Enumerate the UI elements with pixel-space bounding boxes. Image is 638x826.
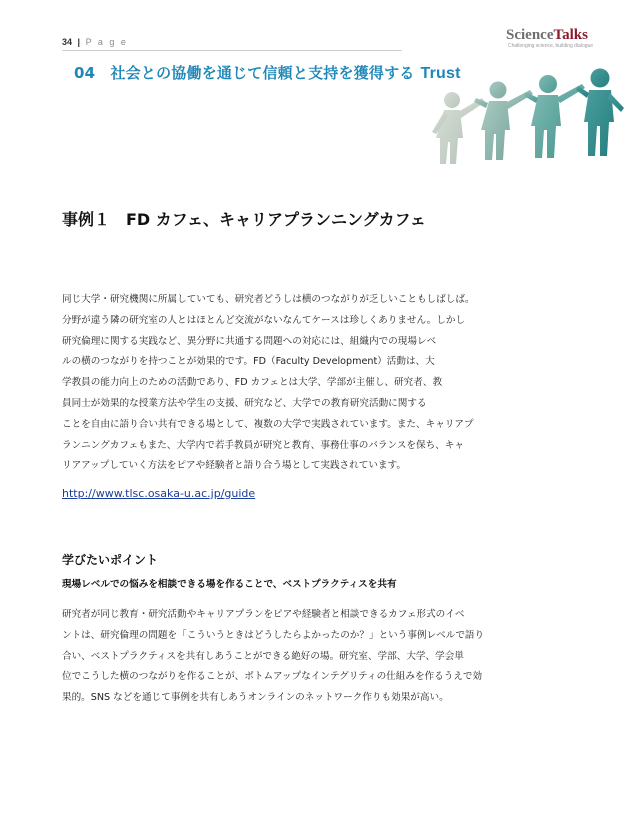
body-line: 分野が違う隣の研究室の人とはほとんど交流がないなんてケースは珍しくありません。しかし xyxy=(62,314,466,326)
page-number: 34 xyxy=(62,37,73,47)
body-line: ルの横のつながりを持つことが効果的です。FD（Faculty Development）活動は、大 xyxy=(62,356,435,368)
body-line: 研究倫理に関する実践など、異分野に共通する問題への対応には、組織内での現場レベ xyxy=(62,335,437,347)
body-line: ランニングカフェもまた、大学内で若手教員が研究と教育、事務仕事のバランスを保ち、キャ xyxy=(62,439,464,451)
point-line: 位でこうした横のつながりを作ることが、ボトムアップなインテグリティの仕組みを作るうえで効 xyxy=(62,671,483,683)
point-line: 果的。SNS などを通じて事例を共有しあうオンラインのネットワーク作りも効果が高い。 xyxy=(62,692,449,704)
page-header xyxy=(62,36,402,51)
section-title xyxy=(74,62,461,83)
logo-wordmark xyxy=(506,27,606,43)
guide-link[interactable]: http://www.tlsc.osaka-u.ac.jp/guide xyxy=(62,487,256,500)
case-title: 事例１ FD カフェ、キャリアプランニングカフェ xyxy=(62,210,426,229)
page-separator: | xyxy=(77,37,81,47)
section-title-trust: Trust xyxy=(420,65,461,82)
logo-brand-main: Science xyxy=(506,27,554,43)
section-title-text: 04 社会との協働を通じて信頼と支持を獲得する xyxy=(74,64,415,82)
learning-point-heading: 現場レベルでの悩みを相談できる場を作ることで、ベストプラクティスを共有 xyxy=(62,579,397,590)
person-figure-4 xyxy=(576,69,624,157)
body-line: 同じ大学・研究機関に所属していても、研究者どうしは横のつながりが乏しいこともしばしば。 xyxy=(62,294,475,305)
learning-point-paragraph xyxy=(62,605,485,709)
person-figure-2 xyxy=(474,82,533,161)
body-line: 学教員の能力向上のための活動であり、FD カフェとは大学、学部が主催し、研究者、教 xyxy=(62,377,443,389)
body-line: リアアップしていく方法をピアや経験者と語り合う場として実践されています。 xyxy=(62,460,406,472)
science-talks-logo xyxy=(506,27,606,53)
body-line: 員同士が効果的な授業方法や学生の支援、研究など、大学での教育研究活動に関する xyxy=(62,397,427,409)
people-holding-hands-illustration xyxy=(430,60,626,172)
body-paragraph xyxy=(62,290,475,477)
logo-tagline: Challenging science, building dialogue xyxy=(508,43,594,49)
point-line: ントは、研究倫理の問題を「こういうときはどうしたらよかったのか？」という事例レベルで語り xyxy=(62,629,485,641)
body-line: ことを自由に語り合い共有できる場として、複数の大学で実践されています。また、キャリアプ xyxy=(62,418,474,430)
point-line: 合い、ベストプラクティスを共有しあうことができる絶好の場。研究室、学部、大学、学会単 xyxy=(62,650,464,662)
learning-points-heading: 学びたいポイント xyxy=(62,553,159,567)
page-label: P a g e xyxy=(85,37,128,47)
logo-brand-accent: Talks xyxy=(553,27,588,43)
point-line: 研究者が同じ教育・研究活動やキャリアプランをピアや経験者と相談できるカフェ形式のイベ xyxy=(62,609,465,620)
person-figure-3 xyxy=(524,75,585,158)
